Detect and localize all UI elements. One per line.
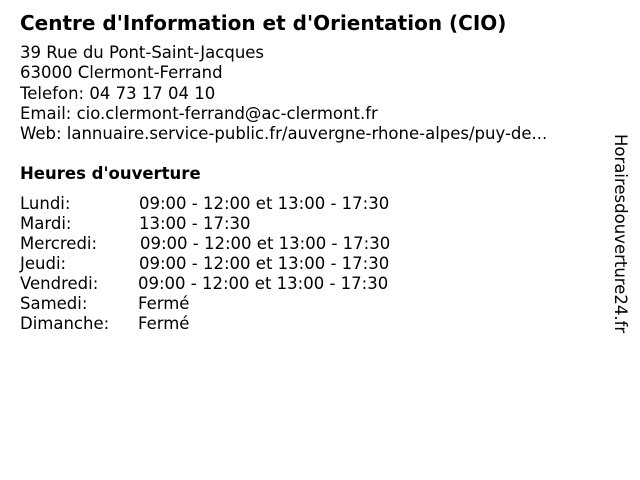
hours-row-dimanche <box>20 314 580 334</box>
day-label: Samedi: <box>20 294 88 313</box>
website-link: Web: lannuaire.service-public.fr/auvergne-rhone-alpes/puy-de... <box>20 124 548 144</box>
city-address: 63000 Clermont-Ferrand <box>20 63 223 83</box>
time-value: 09:00 - 12:00 et 13:00 - 17:30 <box>139 254 390 273</box>
day-label: Dimanche: <box>20 314 110 333</box>
contact-info <box>20 43 547 144</box>
day-label: Vendredi: <box>20 274 99 293</box>
time-value: 13:00 - 17:30 <box>139 214 251 233</box>
email-address: Email: cio.clermont-ferrand@ac-clermont.fr <box>20 103 378 123</box>
hours-row-vendredi <box>20 274 580 294</box>
time-value: 09:00 - 12:00 et 13:00 - 17:30 <box>139 194 390 213</box>
day-label: Mardi: <box>20 214 72 233</box>
page-title: Centre d'Information et d'Orientation (CIO) <box>20 11 507 35</box>
street-address: 39 Rue du Pont-Saint-Jacques <box>20 43 265 62</box>
hours-row-lundi <box>20 194 580 214</box>
day-label: Jeudi: <box>20 254 67 273</box>
time-value: 09:00 - 12:00 et 13:00 - 17:30 <box>140 234 391 253</box>
hours-row-jeudi <box>20 254 580 274</box>
site-watermark: Horairesdouverture24.fr <box>611 134 630 334</box>
hours-row-mercredi <box>20 234 580 254</box>
hours-row-mardi <box>20 214 580 234</box>
time-value: Fermé <box>138 294 190 313</box>
time-value: 09:00 - 12:00 et 13:00 - 17:30 <box>138 274 389 293</box>
hours-row-samedi <box>20 294 580 314</box>
day-label: Lundi: <box>20 194 71 213</box>
hours-table <box>20 194 580 334</box>
hours-heading: Heures d'ouverture <box>20 164 201 183</box>
day-label: Mercredi: <box>20 234 98 253</box>
phone-number: Telefon: 04 73 17 04 10 <box>20 83 216 103</box>
time-value: Fermé <box>138 314 190 333</box>
